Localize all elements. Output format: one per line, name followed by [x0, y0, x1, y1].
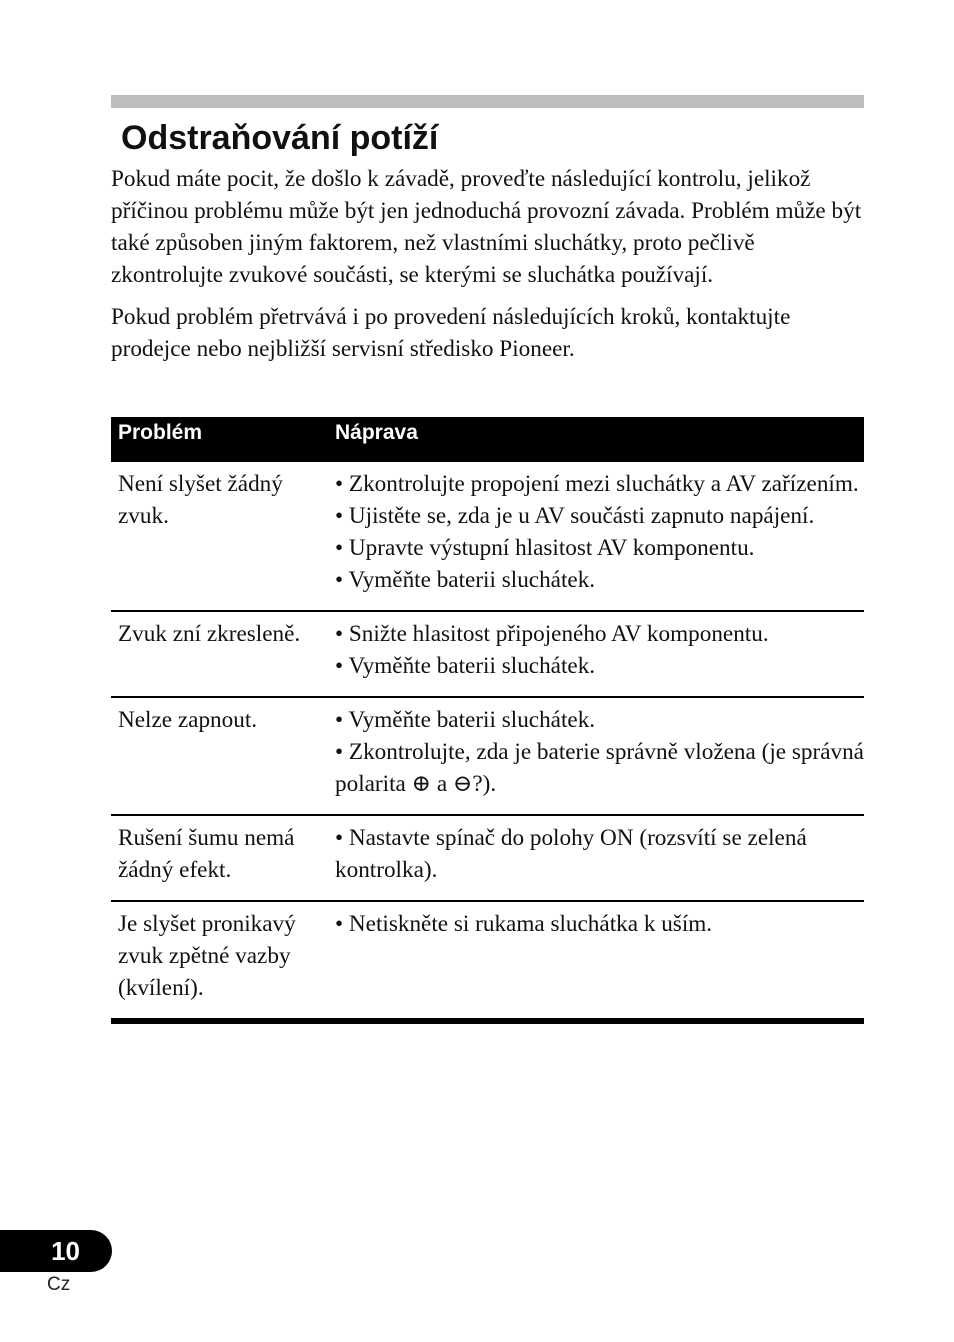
- remedy-item: • Netiskněte si rukama sluchátka k uším.: [335, 911, 713, 937]
- page-title: Odstraňování potíží: [121, 119, 439, 157]
- table-row: [111, 612, 864, 698]
- remedy-item: • Snižte hlasitost připojeného AV komponentu.: [335, 621, 769, 647]
- remedy-item: • Ujistěte se, zda je u AV součásti zapnuto napájení.: [335, 503, 815, 529]
- table-row: [111, 462, 864, 612]
- problem-cell: Nelze zapnout.: [118, 707, 258, 733]
- table-row: [111, 698, 864, 816]
- page-number-tab: 10: [0, 1230, 112, 1272]
- remedy-item: • Vyměňte baterii sluchátek.: [335, 707, 596, 733]
- remedy-item: • Zkontrolujte, zda je baterie správně vložena (je správná polarita ⊕ a ⊖?).: [335, 739, 864, 797]
- remedy-item: • Nastavte spínač do polohy ON (rozsvítí se zelená kontrolka).: [335, 825, 807, 883]
- remedy-cell: [328, 462, 864, 610]
- remedy-cell: [328, 698, 864, 814]
- intro-paragraph-2: Pokud problém přetrvává i po provedení následujících kroků, kontaktujte prodejce nebo nejbližší servisní středisko Pioneer.: [111, 304, 791, 362]
- section-header-bar: [111, 95, 864, 108]
- intro-text: [111, 163, 871, 375]
- problem-cell: Není slyšet žádný zvuk.: [118, 471, 283, 529]
- table-row: [111, 816, 864, 902]
- problem-cell: Je slyšet pronikavý zvuk zpětné vazby (kvílení).: [118, 911, 296, 1001]
- language-code: Cz: [47, 1274, 71, 1295]
- table-row: [111, 902, 864, 1024]
- remedy-item: • Vyměňte baterii sluchátek.: [335, 567, 596, 593]
- remedy-item: • Vyměňte baterii sluchátek.: [335, 653, 596, 679]
- problem-cell: Zvuk zní zkresleně.: [118, 621, 301, 647]
- remedy-item: • Zkontrolujte propojení mezi sluchátky a AV zařízením.: [335, 471, 859, 497]
- remedy-item: • Upravte výstupní hlasitost AV komponentu.: [335, 535, 755, 561]
- remedy-cell: [328, 816, 864, 900]
- remedy-cell: [328, 902, 864, 1018]
- header-remedy: Náprava: [335, 421, 418, 444]
- intro-paragraph-1: Pokud máte pocit, že došlo k závadě, proveďte následující kontrolu, jelikož příčinou problému může být jen jednoduchá provozní závada. Problém může být také způsoben jiným faktorem, než vlastními sluchátky, proto pečlivě zkontrolujte zvukové součásti, se kterými se sluchátka používají.: [111, 166, 862, 288]
- problem-cell: Rušení šumu nemá žádný efekt.: [118, 825, 295, 883]
- header-problem: Problém: [118, 421, 203, 444]
- troubleshooting-table: [111, 417, 864, 1024]
- table-header: [111, 417, 864, 462]
- remedy-cell: [328, 612, 864, 696]
